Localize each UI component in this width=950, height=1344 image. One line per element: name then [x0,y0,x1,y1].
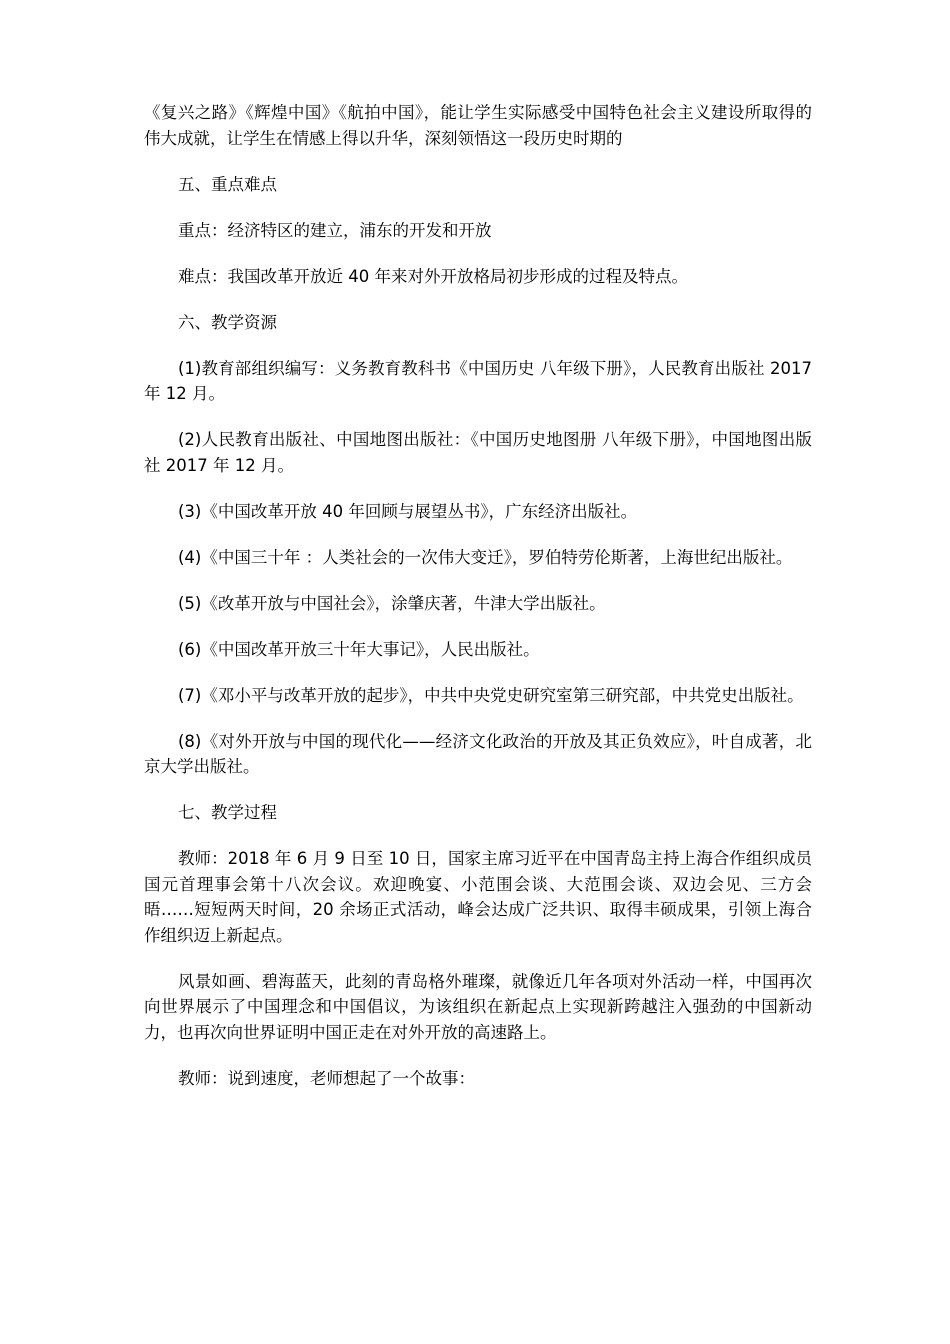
resource-item-7: (7)《邓小平与改革开放的起步》，中共中央党史研究室第三研究部，中共党史出版社。 [178,685,804,705]
resource-item-2: (2)人民教育出版社、中国地图出版社：《中国历史地图册 八年级下册》，中国地图出版社 2017 年 12 月。 [144,430,812,475]
document-body [144,100,812,1112]
heading-teaching-resources: 六、教学资源 [178,312,277,332]
paragraph-teacher-story: 教师：说到速度，老师想起了一个故事： [178,1068,475,1088]
heading-teaching-process: 七、教学过程 [178,803,277,822]
resource-item-8: (8)《对外开放与中国的现代化——经济文化政治的开放及其正负效应》，叶自成著，北京大学出版社。 [144,731,812,776]
paragraph-key-point: 重点：经济特区的建立，浦东的开发和开放 [178,220,492,240]
heading-key-difficult-points: 五、重点难点 [178,174,277,194]
resource-item-3: (3)《中国改革开放 40 年回顾与展望丛书》，广东经济出版社。 [178,501,638,521]
resource-item-6: (6)《中国改革开放三十年大事记》，人民出版社。 [178,639,540,659]
resource-item-5: (5)《改革开放与中国社会》，涂肇庆著，牛津大学出版社。 [178,593,606,613]
resource-item-4: (4)《中国三十年 ：人类社会的一次伟大变迁》，罗伯特劳伦斯著，上海世纪出版社。 [178,547,793,567]
resource-item-1: (1)教育部组织编写：义务教育教科书《中国历史 八年级下册》，人民教育出版社 2017 年 12 月。 [144,358,812,403]
paragraph-difficult-point: 难点：我国改革开放近 40 年来对外开放格局初步形成的过程及特点。 [178,266,688,286]
paragraph-resources-intro: 《复兴之路》《辉煌中国》《航拍中国》，能让学生实际感受中国特色社会主义建设所取得的伟大成就，让学生在情感上得以升华，深刻领悟这一段历史时期的 [144,103,812,148]
paragraph-teacher-sco-summit: 教师：2018 年 6 月 9 日至 10 日，国家主席习近平在中国青岛主持上海合作组织成员国元首理事会第十八次会议。欢迎晚宴、小范围会谈、大范围会谈、双边会见、三方会晤……短短两天时间，20 余场正式活动，峰会达成广泛共识、取得丰硕成果，引领上海合作组织迈上新起点。 [144,849,812,945]
paragraph-qingdao-scenery: 风景如画、碧海蓝天，此刻的青岛格外璀璨，就像近几年各项对外活动一样，中国再次向世界展示了中国理念和中国倡议，为该组织在新起点上实现新跨越注入强劲的中国新动力，也再次向世界证明中国正走在对外开放的高速路上。 [144,971,812,1042]
